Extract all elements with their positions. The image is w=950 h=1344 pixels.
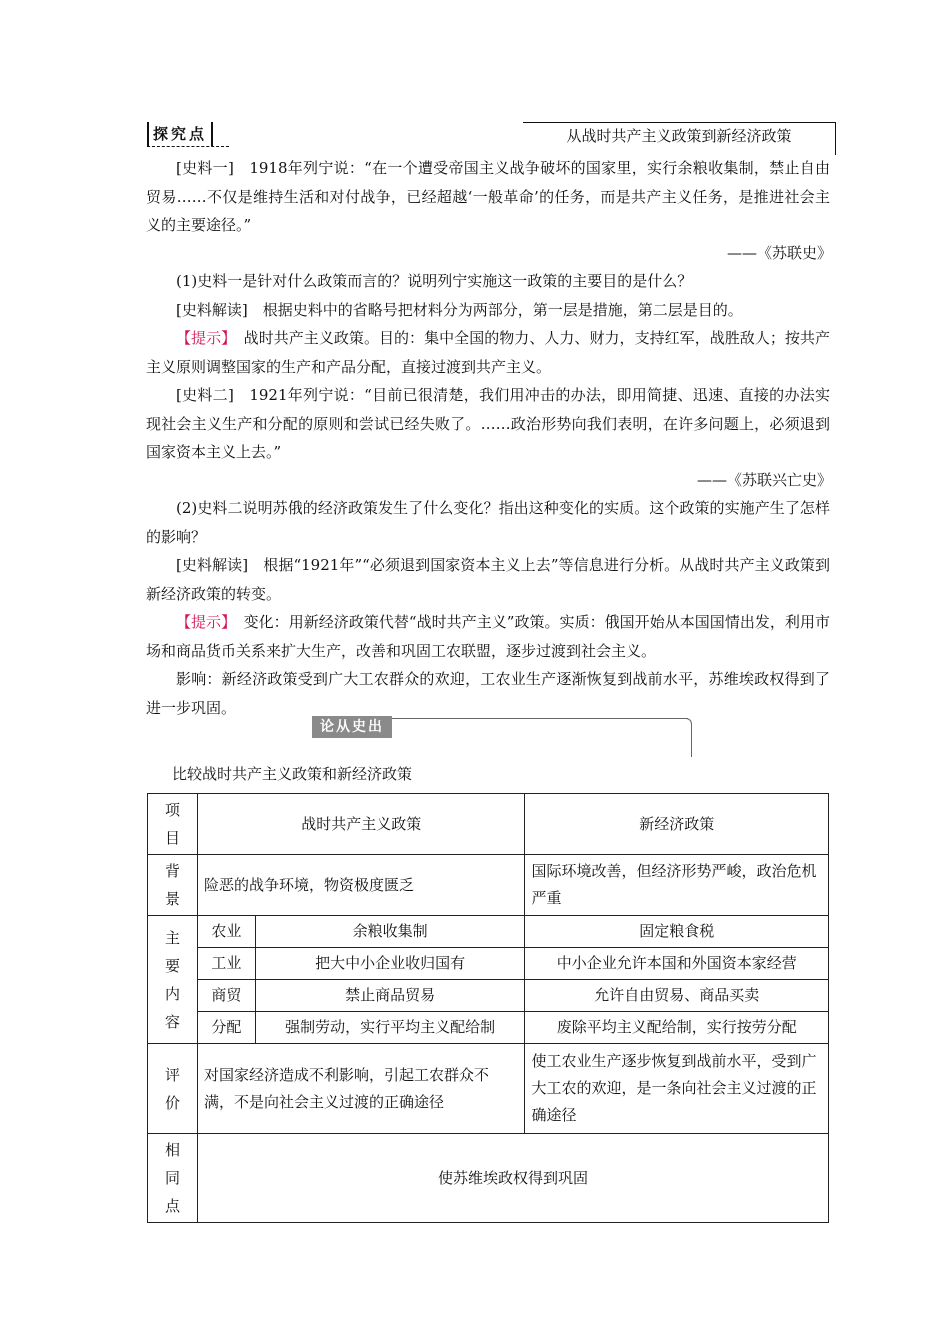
content-sub: 分配	[197, 1012, 255, 1044]
content-sub: 工业	[197, 948, 255, 980]
table-row	[148, 1134, 829, 1223]
material-two-text: [史料二] 1921年列宁说：“目前已很清楚，我们用冲击的办法，即用简捷、迅速、直接的办法实现社会主义生产和分配的原则和尝试已经失败了。……政治形势向我们表明，在许多问题上，必须退到国家资本主义上去。”	[146, 386, 830, 461]
question-one-hint	[146, 324, 830, 381]
common-text: 使苏维埃政权得到巩固	[197, 1134, 828, 1223]
material-one-text: [史料一] 1918年列宁说：“在一个遭受帝国主义战争破坏的国家里，实行余粮收集制，禁止自由贸易……不仅是维持生活和对付战争，已经超越‘一般革命’的任务，而是共产主义任务，是推进社会主义的主要途径。”	[146, 159, 830, 234]
section-tag-underline	[147, 146, 229, 147]
material-two-source: ——《苏联兴亡史》	[696, 471, 832, 489]
content-col1: 余粮收集制	[255, 916, 525, 948]
common-label: 相 同 点	[148, 1134, 198, 1223]
discuss-edge	[685, 718, 692, 757]
hint-text: 战时共产主义政策。目的：集中全国的物力、人力、财力，支持红军，战胜敌人；按共产主义原则调整国家的生产和产品分配，直接过渡到共产主义。	[146, 329, 830, 376]
header-item-cell: 项 目	[148, 794, 198, 855]
header-col1: 战时共产主义政策	[197, 794, 525, 855]
content-col2: 废除平均主义配给制，实行按劳分配	[525, 1012, 829, 1044]
material-one-source: ——《苏联史》	[726, 244, 832, 262]
hint-text: 变化：用新经济政策代替“战时共产主义”政策。实质：俄国开始从本国国情出发，利用市场和商品货币关系来扩大生产，改善和巩固工农联盟，逐步过渡到社会主义。	[146, 613, 830, 660]
evaluation-label: 评 价	[148, 1044, 198, 1134]
hint-label: 【提示】	[176, 329, 229, 347]
background-col2: 国际环境改善，但经济形势严峻，政治危机严重	[525, 855, 829, 916]
question-two-hint	[146, 608, 830, 665]
background-label: 背 景	[148, 855, 198, 916]
hint-label: 【提示】	[176, 613, 229, 631]
table-caption: 比较战时共产主义政策和新经济政策	[172, 765, 413, 783]
content-col2: 允许自由贸易、商品买卖	[525, 980, 829, 1012]
content-col1: 强制劳动，实行平均主义配给制	[255, 1012, 525, 1044]
table-row	[148, 948, 829, 980]
question-two-influence: 影响：新经济政策受到广大工农群众的欢迎，工农业生产逐渐恢复到战前水平，苏维埃政权得到了进一步巩固。	[146, 670, 830, 717]
header-col2: 新经济政策	[525, 794, 829, 855]
section-header	[147, 122, 837, 154]
discuss-line	[392, 718, 688, 719]
question-two: (2)史料二说明苏俄的经济政策发生了什么变化？指出这种变化的实质。这个政策的实施产生了怎样的影响？	[146, 499, 830, 546]
evaluation-col2: 使工农业生产逐步恢复到战前水平，受到广大工农的欢迎，是一条向社会主义过渡的正确途径	[525, 1044, 829, 1134]
content-col1: 把大中小企业收归国有	[255, 948, 525, 980]
content-col2: 固定粮食税	[525, 916, 829, 948]
background-col1: 险恶的战争环境，物资极度匮乏	[197, 855, 525, 916]
content-col1: 禁止商品贸易	[255, 980, 525, 1012]
content-label: 主 要 内 容	[148, 916, 198, 1044]
evaluation-col1: 对国家经济造成不利影响，引起工农群众不满，不是向社会主义过渡的正确途径	[197, 1044, 525, 1134]
question-two-reading: [史料解读] 根据“1921年”“必须退到国家资本主义上去”等信息进行分析。从战时共产主义政策到新经济政策的转变。	[146, 556, 830, 603]
discuss-header	[312, 716, 692, 756]
discuss-tag: 论从史出	[312, 716, 392, 738]
question-one-reading: [史料解读] 根据史料中的省略号把材料分为两部分，第一层是措施，第二层是目的。	[176, 301, 743, 319]
question-one: (1)史料一是针对什么政策而言的？说明列宁实施这一政策的主要目的是什么？	[176, 272, 693, 290]
table-row	[148, 1012, 829, 1044]
table-row	[148, 980, 829, 1012]
table-row	[148, 794, 829, 855]
content-sub: 农业	[197, 916, 255, 948]
section-title: 从战时共产主义政策到新经济政策	[523, 122, 836, 155]
section-tag: 探究点	[147, 122, 213, 146]
table-row	[148, 916, 829, 948]
comparison-table	[147, 793, 829, 1223]
table-row	[148, 855, 829, 916]
content-sub: 商贸	[197, 980, 255, 1012]
table-row	[148, 1044, 829, 1134]
content-col2: 中小企业允许本国和外国资本家经营	[525, 948, 829, 980]
